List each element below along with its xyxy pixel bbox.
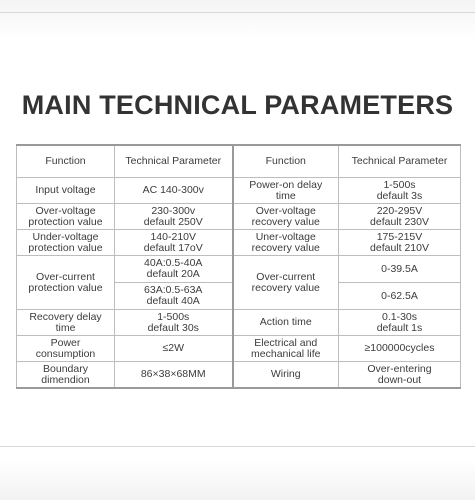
function-cell: Action time — [233, 310, 339, 336]
header-function-left: Function — [17, 145, 115, 178]
header-parameter-left: Technical Parameter — [115, 145, 233, 178]
top-divider — [0, 12, 475, 13]
parameter-cell: 140-210V default 17oV — [115, 230, 233, 256]
function-cell: Over-voltage protection value — [17, 204, 115, 230]
parameters-table — [16, 144, 461, 389]
parameter-cell: 0-39.5A — [339, 256, 461, 283]
parameter-cell: 220-295V default 230V — [339, 204, 461, 230]
function-cell: Under-voltage protection value — [17, 230, 115, 256]
table-row — [17, 256, 461, 283]
table-row — [17, 230, 461, 256]
function-cell: Uner-voltage recovery value — [233, 230, 339, 256]
table-row — [17, 178, 461, 204]
parameter-cell: 63A:0.5-63A default 40A — [115, 283, 233, 310]
parameter-cell: 86×38×68MM — [115, 362, 233, 389]
parameter-cell: Over-entering down-out — [339, 362, 461, 389]
parameter-cell: ≤2W — [115, 336, 233, 362]
function-cell: Over-current recovery value — [233, 256, 339, 310]
parameter-cell: ≥100000cycles — [339, 336, 461, 362]
bottom-divider — [0, 446, 475, 447]
table-row — [17, 362, 461, 389]
page-title: MAIN TECHNICAL PARAMETERS — [21, 90, 454, 120]
function-cell: Boundary dimendion — [17, 362, 115, 389]
function-cell: Power-on delay time — [233, 178, 339, 204]
parameter-cell: 0-62.5A — [339, 283, 461, 310]
table-header-row — [17, 145, 461, 178]
function-cell: Electrical and mechanical life — [233, 336, 339, 362]
header-function-right: Function — [233, 145, 339, 178]
parameter-cell: 0.1-30s default 1s — [339, 310, 461, 336]
function-cell: Input voltage — [17, 178, 115, 204]
parameter-cell: 230-300v default 250V — [115, 204, 233, 230]
function-cell: Power consumption — [17, 336, 115, 362]
function-cell: Over-voltage recovery value — [233, 204, 339, 230]
parameter-cell: 1-500s default 30s — [115, 310, 233, 336]
parameter-cell: 40A:0.5-40A default 20A — [115, 256, 233, 283]
table-row — [17, 204, 461, 230]
function-cell: Over-current protection value — [17, 256, 115, 310]
function-cell: Wiring — [233, 362, 339, 389]
table-row — [17, 310, 461, 336]
function-cell: Recovery delay time — [17, 310, 115, 336]
table-row — [17, 336, 461, 362]
parameter-cell: AC 140-300v — [115, 178, 233, 204]
parameter-cell: 1-500s default 3s — [339, 178, 461, 204]
header-parameter-right: Technical Parameter — [339, 145, 461, 178]
parameter-cell: 175-215V default 210V — [339, 230, 461, 256]
